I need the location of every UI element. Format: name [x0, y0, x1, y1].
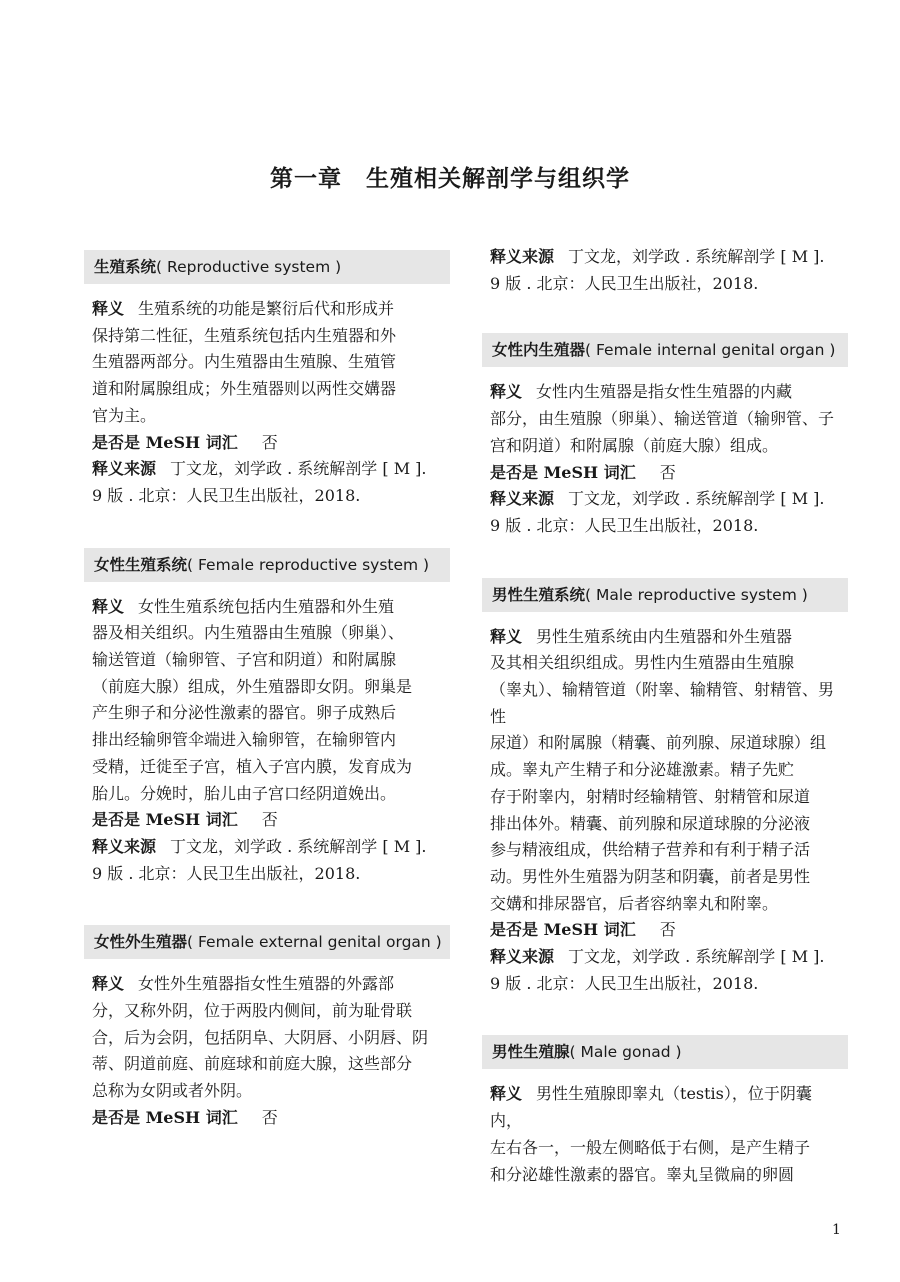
mesh-label: 是否是 MeSH 词汇 — [92, 810, 238, 830]
definition-line: 生殖器两部分。内生殖器由生殖腺、生殖管 — [92, 352, 397, 372]
definition-line: 总称为女阴或者外阴。 — [92, 1081, 253, 1101]
term-heading-zh: 男性生殖系统 — [492, 585, 586, 604]
definition-label: 释义 — [490, 382, 523, 402]
definition-line — [482, 624, 848, 651]
source-line: 9 版 . 北京：人民卫生出版社，2018. — [92, 485, 361, 505]
definition-line: 参与精液组成，供给精子营养和有利于精子活 — [490, 840, 811, 860]
definition-label: 释义 — [490, 626, 523, 646]
source-label: 释义来源 — [490, 489, 555, 509]
mesh-line — [84, 807, 450, 834]
term-heading-en: ( Reproductive system ) — [156, 258, 342, 276]
source-label: 释义来源 — [92, 836, 157, 856]
mesh-value: 否 — [659, 920, 676, 940]
definition-text: 女性生殖系统包括内生殖器和外生殖 — [138, 596, 395, 616]
definition-line: 器及相关组织。内生殖器由生殖腺（卵巢）、 — [92, 623, 405, 643]
mesh-line — [482, 460, 848, 487]
definition-line: 交媾和排尿器官，后者容纳睾丸和附睾。 — [490, 893, 779, 913]
mesh-line — [84, 1105, 450, 1132]
term-heading-en: ( Female external genital organ ) — [187, 933, 442, 952]
term-heading-zh: 女性内生殖器 — [492, 341, 586, 360]
definition-line: 排出经输卵管伞端进入输卵管，在输卵管内 — [92, 730, 397, 750]
term-heading — [482, 578, 848, 612]
definition-line — [84, 971, 450, 998]
term-entry — [84, 250, 450, 510]
term-heading — [482, 333, 848, 367]
definition-label: 释义 — [92, 299, 125, 318]
definition-label: 释义 — [92, 974, 125, 994]
source-line — [482, 944, 848, 971]
page-title: 第一章 生殖相关解剖学与组织学 — [270, 165, 630, 192]
definition-line: 部分，由生殖腺（卵巢）、输送管道（输卵管、子 — [490, 409, 835, 429]
term-heading-en: ( Female internal genital organ ) — [585, 341, 836, 360]
term-entry — [84, 548, 450, 888]
definition-text: 生殖系统的功能是繁衍后代和形成并 — [138, 299, 395, 318]
term-heading — [84, 548, 450, 582]
definition-line: 保持第二性征，生殖系统包括内生殖器和外 — [92, 325, 397, 345]
definition-line: 及其相关组织组成。男性内生殖器由生殖腺 — [490, 653, 795, 673]
definition-line — [482, 379, 848, 406]
definition-line: 左右各一，一般左侧略低于右侧，是产生精子 — [490, 1137, 811, 1157]
term-entry — [482, 1035, 848, 1188]
definition-text: 女性外生殖器指女性生殖器的外露部 — [138, 974, 395, 994]
term-heading-zh: 女性生殖系统 — [94, 555, 188, 574]
definition-text: 女性内生殖器是指女性生殖器的内藏 — [536, 382, 793, 402]
definition-line: 输送管道（输卵管、子宫和阴道）和附属腺 — [92, 650, 397, 670]
source-label: 释义来源 — [490, 247, 555, 266]
definition-line: （睾丸）、输精管道（附睾、输精管、射精管、男性 — [490, 680, 835, 726]
definition-line: 宫和阴道）和附属腺（前庭大腺）组成。 — [490, 435, 779, 455]
mesh-value: 否 — [261, 810, 278, 830]
definition-line: 胎儿。分娩时，胎儿由子宫口经阴道娩出。 — [92, 783, 397, 803]
source-text: 丁文龙，刘学政 . 系统解剖学 [ M ]. — [568, 489, 825, 509]
mesh-label: 是否是 MeSH 词汇 — [490, 462, 636, 482]
source-line — [482, 244, 848, 271]
mesh-label: 是否是 MeSH 词汇 — [92, 432, 238, 452]
definition-line — [482, 1081, 848, 1134]
definition-line: 蒂、阴道前庭、前庭球和前庭大腺，这些部分 — [92, 1054, 413, 1074]
source-text: 丁文龙，刘学政 . 系统解剖学 [ M ]. — [170, 459, 427, 479]
term-entry — [482, 333, 848, 539]
term-entry — [482, 578, 848, 998]
definition-line: 和分泌雄性激素的器官。睾丸呈微扁的卵圆 — [490, 1164, 795, 1184]
term-heading — [482, 1035, 848, 1069]
definition-line: 尿道）和附属腺（精囊、前列腺、尿道球腺）组 — [490, 733, 827, 753]
definition-line: 产生卵子和分泌性激素的器官。卵子成熟后 — [92, 703, 397, 723]
term-heading-zh: 生殖系统 — [94, 258, 157, 276]
mesh-value: 否 — [261, 1107, 278, 1127]
mesh-line — [482, 917, 848, 944]
source-line: 9 版 . 北京：人民卫生出版社，2018. — [490, 515, 759, 535]
left-column — [84, 250, 450, 1170]
right-column — [482, 244, 848, 1226]
term-heading — [84, 925, 450, 959]
definition-text: 男性生殖腺即睾丸（testis），位于阴囊内， — [490, 1084, 812, 1131]
definition-line: 分，又称外阴，位于两股内侧间，前为耻骨联 — [92, 1001, 413, 1021]
source-label: 释义来源 — [490, 947, 555, 967]
source-line — [482, 486, 848, 513]
mesh-label: 是否是 MeSH 词汇 — [490, 920, 636, 940]
mesh-value: 否 — [659, 462, 676, 482]
mesh-value: 否 — [261, 432, 278, 452]
source-line — [84, 456, 450, 483]
definition-line: 官为主。 — [92, 405, 157, 425]
definition-line: 受精，迁徙至子宫，植入子宫内膜，发育成为 — [92, 756, 413, 776]
definition-line — [84, 296, 450, 323]
term-heading-zh: 女性外生殖器 — [94, 933, 188, 952]
source-line: 9 版 . 北京：人民卫生出版社，2018. — [490, 273, 759, 293]
term-heading-en: ( Female reproductive system ) — [187, 555, 430, 574]
continued-source — [482, 244, 848, 297]
definition-line: 排出体外。精囊、前列腺和尿道球腺的分泌液 — [490, 813, 811, 833]
definition-line: 合，后为会阴，包括阴阜、大阴唇、小阴唇、阴 — [92, 1027, 429, 1047]
page-number: 1 — [832, 1222, 841, 1238]
source-text: 丁文龙，刘学政 . 系统解剖学 [ M ]. — [170, 836, 427, 856]
source-line: 9 版 . 北京：人民卫生出版社，2018. — [92, 863, 361, 883]
mesh-label: 是否是 MeSH 词汇 — [92, 1107, 238, 1127]
source-text: 丁文龙，刘学政 . 系统解剖学 [ M ]. — [568, 947, 825, 967]
definition-label: 释义 — [92, 596, 125, 616]
term-entry — [84, 925, 450, 1131]
term-heading — [84, 250, 450, 284]
definition-text: 男性生殖系统由内生殖器和外生殖器 — [536, 626, 793, 646]
definition-label: 释义 — [490, 1084, 523, 1104]
definition-line: 成。睾丸产生精子和分泌雄激素。精子先贮 — [490, 760, 795, 780]
mesh-line — [84, 430, 450, 457]
source-text: 丁文龙，刘学政 . 系统解剖学 [ M ]. — [568, 247, 825, 266]
definition-line — [84, 594, 450, 621]
definition-line: 道和附属腺组成；外生殖器则以两性交媾器 — [92, 379, 397, 399]
definition-line: 存于附睾内，射精时经输精管、射精管和尿道 — [490, 786, 811, 806]
term-heading-en: ( Male gonad ) — [569, 1043, 682, 1062]
source-label: 释义来源 — [92, 459, 157, 479]
definition-line: 动。男性外生殖器为阴茎和阴囊，前者是男性 — [490, 866, 811, 886]
source-line: 9 版 . 北京：人民卫生出版社，2018. — [490, 973, 759, 993]
term-heading-zh: 男性生殖腺 — [492, 1043, 570, 1062]
source-line — [84, 834, 450, 861]
definition-line: （前庭大腺）组成，外生殖器即女阴。卵巢是 — [92, 676, 413, 696]
term-heading-en: ( Male reproductive system ) — [585, 585, 808, 604]
